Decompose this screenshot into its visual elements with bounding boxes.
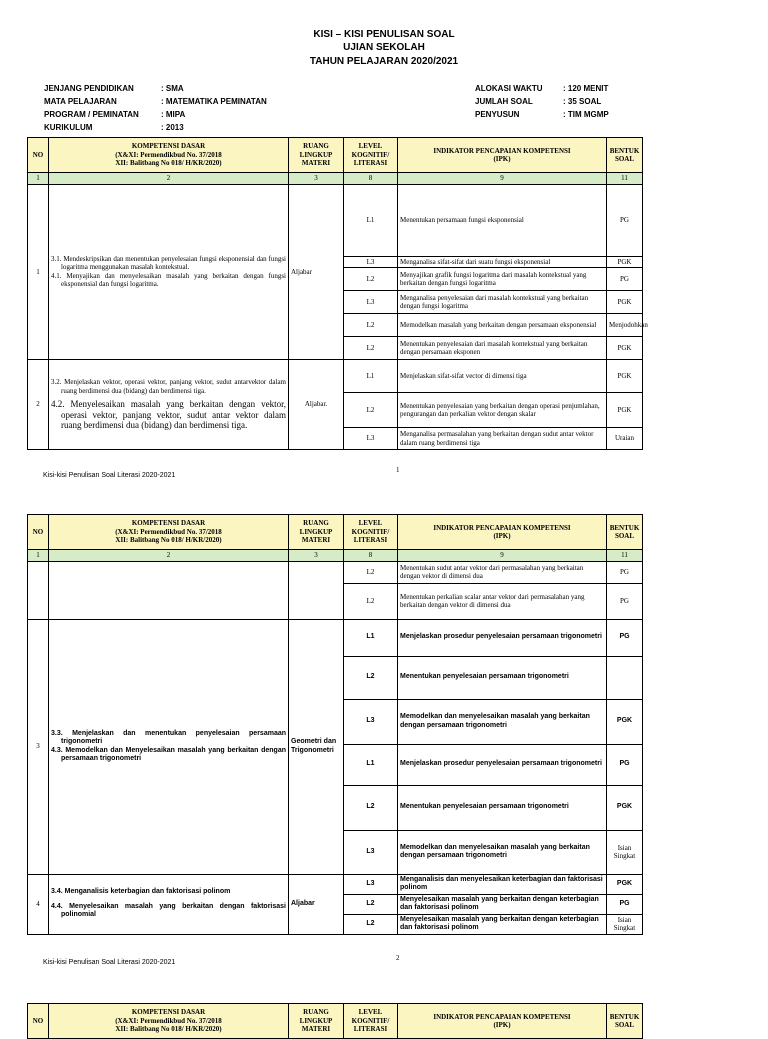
row-ipk: Menjelaskan prosedur penyelesaian persamaan trigonometri [398, 744, 607, 785]
col-number: 1 [28, 550, 49, 562]
row-ipk: Menyelesaikan masalah yang berkaitan dengan keterbagian dan faktorisasi polinom [398, 894, 607, 914]
header-no: NO [28, 515, 49, 550]
col-number: 8 [344, 550, 398, 562]
row-bentuk: PGK [607, 874, 643, 894]
header-kd: KOMPETENSI DASAR (X&XI: Permendikbud No. 37/2018 XII: Balitbang No 018/ H/KR/2020) [49, 1004, 289, 1039]
col-number: 8 [344, 173, 398, 185]
row-ipk: Menentukan persamaan fungsi eksponensial [398, 184, 607, 256]
header-bentuk: BENTUK SOAL [607, 138, 643, 173]
row-ipk: Menganalisis dan menyelesaikan keterbagian dan faktorisasi polinom [398, 874, 607, 894]
row-ipk: Memodelkan dan menyelesaikan masalah yang berkaitan dengan persamaan trigonometri [398, 830, 607, 874]
row-bentuk [607, 656, 643, 699]
row-level: L3 [344, 699, 398, 744]
row-ipk: Menentukan penyelesaian persamaan trigonometri [398, 785, 607, 830]
column-number-row [28, 550, 643, 562]
header-kd: KOMPETENSI DASAR (X&XI: Permendikbud No. 37/2018 XII: Balitbang No 018/ H/KR/2020) [49, 515, 289, 550]
page-number: 2 [396, 954, 400, 962]
row-level: L1 [344, 619, 398, 656]
page-footer: Kisi-kisi Penulisan Soal Literasi 2020-2021 [43, 959, 176, 966]
row-bentuk: PGK [607, 337, 643, 360]
row-no: 3 [28, 619, 49, 874]
row-bentuk: PG [607, 894, 643, 914]
header-ipk: INDIKATOR PENCAPAIAN KOMPETENSI (IPK) [398, 138, 607, 173]
doc-title-line1: KISI – KISI PENULISAN SOAL [313, 29, 455, 40]
table-header-row [28, 138, 643, 173]
row-level: L2 [344, 337, 398, 360]
row-bentuk: Menjodohkan [607, 314, 643, 337]
row-kd: 3.4. Menganalisis keterbagian dan faktorisasi polinom 4.4. Menyelesaikan masalah yang berkaitan dengan faktorisasi polinomial [49, 874, 289, 934]
row-level: L2 [344, 561, 398, 583]
header-no: NO [28, 138, 49, 173]
row-ipk: Memodelkan dan menyelesaikan masalah yang berkaitan dengan persamaan trigonometri [398, 699, 607, 744]
kisi-table-page3 [27, 1003, 643, 1039]
meta-value: : MATEMATIKA PEMINATAN [161, 97, 267, 106]
row-no: 4 [28, 874, 49, 934]
col-number: 9 [398, 173, 607, 185]
col-number: 2 [49, 550, 289, 562]
header-ipk: INDIKATOR PENCAPAIAN KOMPETENSI (IPK) [398, 515, 607, 550]
meta-value: : 120 MENIT [563, 84, 609, 93]
col-number: 3 [289, 173, 344, 185]
table-row [28, 874, 643, 894]
row-materi: Aljabar. [289, 360, 344, 450]
doc-title-line3: TAHUN PELAJARAN 2020/2021 [309, 56, 459, 67]
row-ipk: Menganalisa penyelesaian dari masalah kontekstual yang berkaitan dengan fungsi logaritma [398, 291, 607, 314]
row-bentuk: PGK [607, 291, 643, 314]
row-ipk: Menyelesaikan masalah yang berkaitan dengan keterbagian dan faktorisasi polinom [398, 914, 607, 934]
header-level: LEVEL KOGNITIF/ LITERASI [344, 1004, 398, 1039]
header-no: NO [28, 1004, 49, 1039]
meta-label: PENYUSUN [475, 110, 520, 119]
row-no: 2 [28, 360, 49, 450]
row-bentuk: PG [607, 184, 643, 256]
meta-label: ALOKASI WAKTU [475, 84, 543, 93]
row-bentuk: PGK [607, 785, 643, 830]
row-ipk: Menentukan penyelesaian yang berkaitan dengan operasi penjumlahan, pengurangan dan perkalian vektor dengan skalar [398, 393, 607, 428]
row-kd: 3.3. Menjelaskan dan menentukan penyelesaian persamaan trigonometri 4.3. Memodelkan dan Menyelesaikan masalah yang berkaitan dengan persamaan trigonometri [49, 619, 289, 874]
row-kd: 3.1. Mendeskripsikan dan menentukan penyelesaian fungsi eksponensial dan fungsi logaritma menggunakan masalah kontekstual. 4.1. Menyajikan dan menyelesaikan masalah yang berkaitan dengan fungsi eksponensial dan fungsi logaritma. [49, 184, 289, 360]
row-bentuk: PG [607, 561, 643, 583]
row-bentuk: Isian Singkat [607, 914, 643, 934]
row-ipk: Menjelaskan sifat-sifat vector di dimensi tiga [398, 360, 607, 393]
meta-value: : SMA [161, 84, 184, 93]
row-level: L1 [344, 360, 398, 393]
row-ipk: Menentukan sudut antar vektor dari permasalahan yang berkaitan dengan vektor di dimensi dua [398, 561, 607, 583]
meta-label: JENJANG PENDIDIKAN [44, 84, 134, 93]
row-level: L2 [344, 268, 398, 291]
page-footer: Kisi-kisi Penulisan Soal Literasi 2020-2021 [43, 472, 176, 479]
row-materi: Geometri dan Trigonometri [289, 619, 344, 874]
table-header-row [28, 1004, 643, 1039]
row-level: L2 [344, 894, 398, 914]
row-level: L3 [344, 291, 398, 314]
row-level: L2 [344, 914, 398, 934]
col-number: 1 [28, 173, 49, 185]
row-level: L2 [344, 583, 398, 619]
row-level: L3 [344, 256, 398, 268]
kisi-table-page1 [27, 137, 648, 450]
row-bentuk: PG [607, 268, 643, 291]
row-materi: Aljabar [289, 184, 344, 360]
row-level: L1 [344, 184, 398, 256]
page-number: 1 [396, 466, 400, 474]
doc-title-line2: UJIAN SEKOLAH [343, 42, 425, 53]
row-ipk: Menentukan perkalian scalar antar vektor dari permasalahan yang berkaitan dengan vektor di dimensi dua [398, 583, 607, 619]
header-level: LEVEL KOGNITIF/ LITERASI [344, 138, 398, 173]
row-ipk: Menentukan penyelesaian persamaan trigonometri [398, 656, 607, 699]
row-level: L1 [344, 744, 398, 785]
row-ipk: Memodelkan masalah yang berkaitan dengan persamaan eksponensial [398, 314, 607, 337]
header-bentuk: BENTUK SOAL [607, 515, 643, 550]
col-number: 2 [49, 173, 289, 185]
row-ipk: Menentukan penyelesaian dari masalah kontekstual yang berkaitan dengan persamaan eksponen [398, 337, 607, 360]
meta-value: : MIPA [161, 110, 186, 119]
column-number-row [28, 173, 643, 185]
meta-value: : TIM MGMP [563, 110, 609, 119]
row-bentuk: PG [607, 583, 643, 619]
header-bentuk: BENTUK SOAL [607, 1004, 643, 1039]
row-kd: 3.2. Menjelaskan vektor, operasi vektor, panjang vektor, sudut antarvektor dalam ruang berdimensi dua (bidang) dan berdimensi tiga. 4.2. Menyelesaikan masalah yang berkaitan dengan vektor, operasi vektor, panjang vektor, sudut antar vektor dalam ruang berdimensi dua (bidang) dan berdimensi tiga. [49, 360, 289, 450]
row-level: L2 [344, 656, 398, 699]
meta-value: : 35 SOAL [563, 97, 602, 106]
row-ipk: Menganalisa sifat-sifat dari suatu fungsi eksponensial [398, 256, 607, 268]
row-level: L2 [344, 393, 398, 428]
row-level: L2 [344, 314, 398, 337]
meta-value: : 2013 [161, 123, 184, 132]
row-ipk: Menjelaskan prosedur penyelesaian persamaan trigonometri [398, 619, 607, 656]
header-level: LEVEL KOGNITIF/ LITERASI [344, 515, 398, 550]
col-number: 11 [607, 173, 643, 185]
row-bentuk: PGK [607, 360, 643, 393]
header-materi: RUANG LINGKUP MATERI [289, 138, 344, 173]
row-bentuk: PG [607, 619, 643, 656]
table-row [28, 561, 643, 583]
row-bentuk: Isian Singkat [607, 830, 643, 874]
row-bentuk: PGK [607, 699, 643, 744]
meta-label: MATA PELAJARAN [44, 97, 117, 106]
row-ipk: Menganalisa permasalahan yang berkaitan dengan sudut antar vektor dalam ruang berdimensi tiga [398, 428, 607, 450]
kisi-table-page2 [27, 514, 643, 935]
row-materi: Aljabar [289, 874, 344, 934]
table-row [28, 360, 643, 393]
table-row [28, 619, 643, 656]
row-level: L3 [344, 830, 398, 874]
header-materi: RUANG LINGKUP MATERI [289, 1004, 344, 1039]
meta-left [42, 81, 269, 135]
header-ipk: INDIKATOR PENCAPAIAN KOMPETENSI (IPK) [398, 1004, 607, 1039]
table-header-row [28, 515, 643, 550]
row-level: L2 [344, 785, 398, 830]
row-bentuk: PGK [607, 256, 643, 268]
row-level: L3 [344, 428, 398, 450]
meta-right [473, 81, 611, 122]
header-kd: KOMPETENSI DASAR (X&XI: Permendikbud No. 37/2018 XII: Balitbang No 018/ H/KR/2020) [49, 138, 289, 173]
meta-label: KURIKULUM [44, 123, 93, 132]
col-number: 9 [398, 550, 607, 562]
row-level: L3 [344, 874, 398, 894]
col-number: 3 [289, 550, 344, 562]
meta-label: PROGRAM / PEMINATAN [44, 110, 139, 119]
row-bentuk: Uraian [607, 428, 643, 450]
row-no: 1 [28, 184, 49, 360]
table-row [28, 184, 643, 256]
row-ipk: Menyajikan grafik fungsi logaritma dari masalah kontekstual yang berkaitan dengan fungsi logaritma [398, 268, 607, 291]
col-number: 11 [607, 550, 643, 562]
row-bentuk: PGK [607, 393, 643, 428]
meta-label: JUMLAH SOAL [475, 97, 533, 106]
header-materi: RUANG LINGKUP MATERI [289, 515, 344, 550]
row-bentuk: PG [607, 744, 643, 785]
